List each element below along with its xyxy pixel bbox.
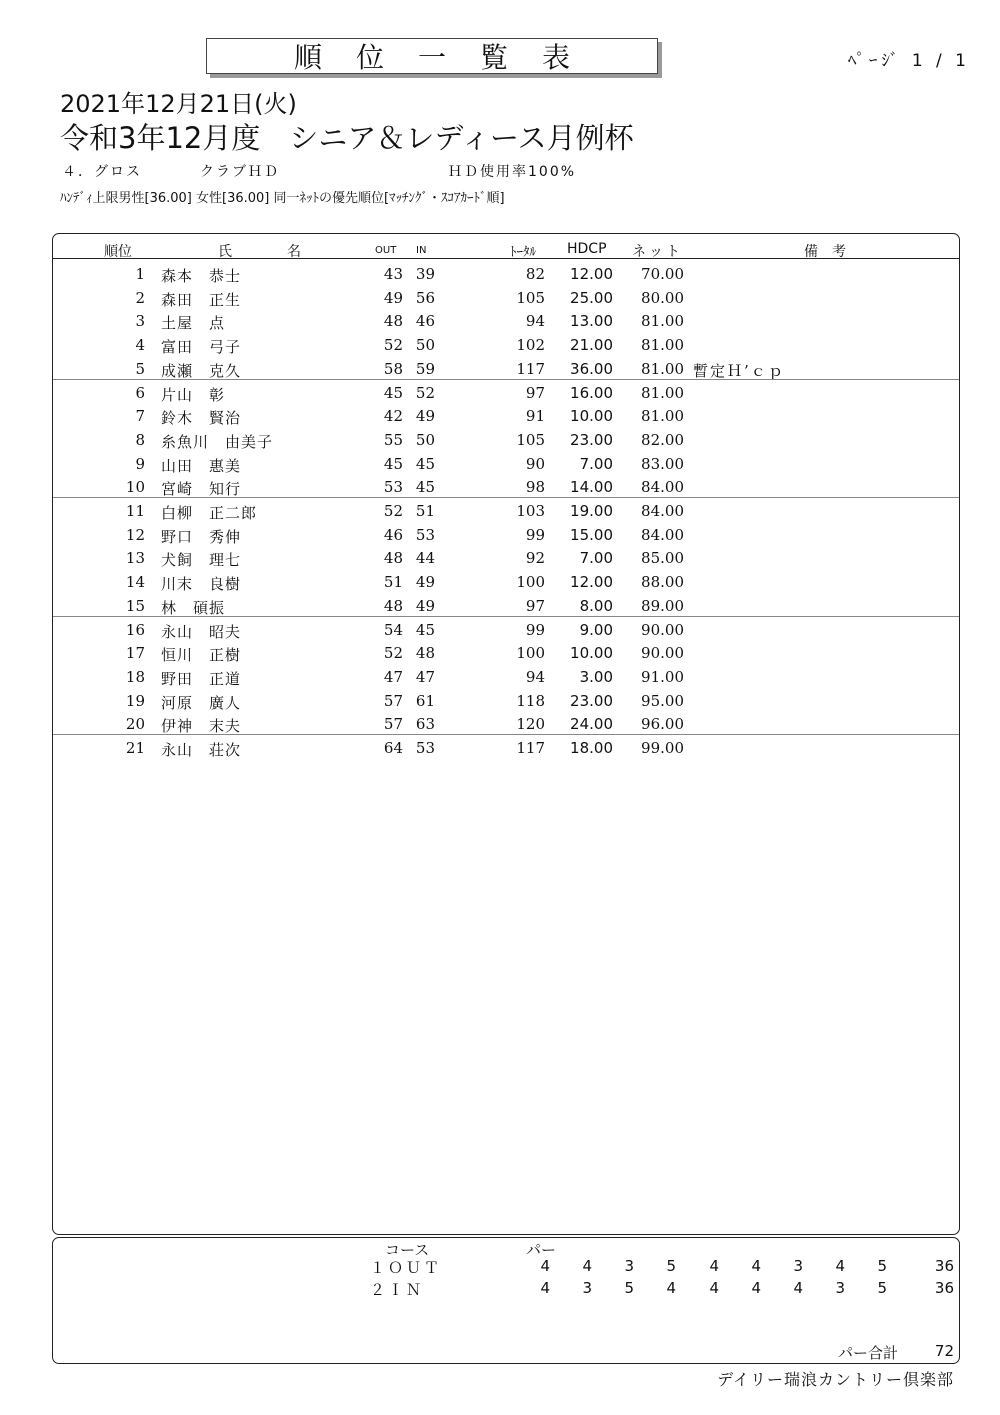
cell-net: 81.00: [641, 407, 684, 426]
header-divider: [53, 258, 959, 259]
report-title: 順位一覧表: [206, 38, 658, 74]
cell-hdcp: 23.00: [570, 430, 613, 449]
col-header-net: ネット: [632, 244, 683, 260]
cell-hdcp: 15.00: [570, 525, 613, 544]
cell-out: 57: [383, 715, 403, 734]
cell-rank: 14: [125, 573, 145, 592]
table-row: [53, 381, 959, 405]
club-name: デイリー瑞浪カントリー倶楽部: [717, 1370, 954, 1389]
cell-total: 94: [525, 667, 545, 686]
cell-name: 土屋 点: [161, 314, 226, 333]
cell-rank: 6: [135, 383, 145, 402]
table-row: [53, 523, 959, 547]
cell-name: 川末 良樹: [161, 575, 242, 594]
table-row: [53, 475, 959, 499]
cell-in: 50: [415, 336, 435, 355]
cell-note: 暫定Ｈ’ｃｐ: [693, 361, 785, 380]
cell-total: 99: [525, 620, 545, 639]
cell-in: 49: [415, 573, 435, 592]
hole-par: 4: [709, 1279, 719, 1297]
cell-hdcp: 12.00: [570, 265, 613, 283]
cell-in: 39: [415, 265, 435, 283]
cell-hdcp: 25.00: [570, 288, 613, 307]
cell-out: 49: [383, 288, 403, 307]
cell-hdcp: 12.00: [570, 573, 613, 592]
cell-hdcp: 10.00: [570, 644, 613, 663]
group-divider: [53, 734, 959, 735]
hole-par: 4: [540, 1279, 550, 1297]
hole-par: 3: [793, 1257, 803, 1275]
hole-par: 3: [835, 1279, 845, 1297]
table-row: [53, 357, 959, 381]
table-row: [53, 309, 959, 333]
cell-in: 48: [415, 644, 435, 663]
table-row: [53, 712, 959, 736]
group-divider: [53, 497, 959, 498]
cell-name: 永山 荘次: [161, 741, 242, 759]
cell-rank: 17: [125, 644, 145, 663]
cell-net: 83.00: [641, 454, 684, 473]
table-row: [53, 546, 959, 570]
cell-net: 81.00: [641, 359, 684, 378]
cell-hdcp: 14.00: [570, 478, 613, 497]
cell-name: 片山 彰: [161, 385, 226, 404]
hole-par: 3: [582, 1279, 592, 1297]
cell-in: 45: [415, 620, 435, 639]
cell-out: 52: [383, 502, 403, 520]
cell-name: 永山 昭夫: [161, 622, 242, 641]
col-header-hdcp: HDCP: [567, 241, 607, 257]
cell-rank: 9: [135, 454, 145, 473]
cell-in: 46: [415, 312, 435, 331]
table-row: [53, 689, 959, 713]
cell-rank: 13: [125, 549, 145, 568]
cell-total: 97: [525, 596, 545, 615]
handicap-conditions: ﾊﾝﾃﾞｨ上限男性[36.00] 女性[36.00] 同一ﾈｯﾄの優先順位[ﾏｯﾁﾝｸﾞ・ｽｺｱｶｰﾄﾞ順]: [60, 191, 505, 206]
par-total-label: パー合計: [838, 1344, 899, 1362]
cell-name: 山田 惠美: [161, 456, 242, 475]
cell-total: 92: [525, 549, 545, 568]
cell-hdcp: 7.00: [579, 454, 613, 473]
col-header-rank: 順位: [104, 244, 132, 260]
cell-in: 53: [415, 525, 435, 544]
cell-total: 120: [516, 715, 545, 734]
cell-total: 100: [516, 573, 545, 592]
cell-rank: 8: [135, 430, 145, 449]
table-row: [53, 452, 959, 476]
cell-hdcp: 23.00: [570, 691, 613, 710]
cell-name: 成瀬 克久: [161, 361, 242, 380]
cell-hdcp: 13.00: [570, 312, 613, 331]
cell-out: 54: [383, 620, 403, 639]
par-total-value: 72: [934, 1342, 954, 1360]
cell-name: 河原 廣人: [161, 693, 242, 712]
cell-hdcp: 10.00: [570, 407, 613, 426]
cell-in: 45: [415, 478, 435, 497]
cell-rank: 15: [125, 596, 145, 615]
cell-name: 恒川 正樹: [161, 646, 242, 665]
par-label: パー: [526, 1241, 557, 1259]
cell-hdcp: 7.00: [579, 549, 613, 568]
cell-name: 富田 弓子: [161, 338, 242, 357]
cell-net: 81.00: [641, 312, 684, 331]
cell-hdcp: 24.00: [570, 715, 613, 734]
cell-rank: 11: [125, 502, 145, 520]
cell-rank: 3: [135, 312, 145, 331]
cell-rank: 4: [135, 336, 145, 355]
cell-total: 82: [525, 265, 545, 283]
cell-net: 95.00: [641, 691, 684, 710]
col-header-name-2: 名: [287, 244, 301, 260]
cell-out: 48: [383, 549, 403, 568]
cell-net: 70.00: [641, 265, 684, 283]
cell-hdcp: 21.00: [570, 336, 613, 355]
table-row: [53, 286, 959, 310]
table-row: [53, 499, 959, 523]
cell-net: 84.00: [641, 525, 684, 544]
cell-in: 61: [415, 691, 435, 710]
cell-out: 43: [383, 265, 403, 283]
cell-net: 96.00: [641, 715, 684, 734]
course-name: ２ＩＮ: [370, 1281, 425, 1299]
cell-rank: 12: [125, 525, 145, 544]
hd-usage-rate: ＨＤ使用率100%: [448, 164, 577, 180]
cell-out: 58: [383, 359, 403, 378]
hole-par: 4: [666, 1279, 676, 1297]
cell-out: 48: [383, 596, 403, 615]
table-row: [53, 736, 959, 760]
cell-out: 51: [383, 573, 403, 592]
cell-total: 97: [525, 383, 545, 402]
cell-out: 48: [383, 312, 403, 331]
hole-par: 4: [582, 1257, 592, 1275]
cell-rank: 19: [125, 691, 145, 710]
event-date: 2021年12月21日(火): [60, 90, 297, 118]
cell-total: 102: [516, 336, 545, 355]
hole-par: 4: [793, 1279, 803, 1297]
cell-net: 90.00: [641, 644, 684, 663]
cell-out: 55: [383, 430, 403, 449]
cell-net: 90.00: [641, 620, 684, 639]
cell-rank: 1: [135, 265, 145, 283]
cell-name: 糸魚川 由美子: [161, 432, 274, 451]
hole-par: 5: [877, 1257, 887, 1275]
cell-net: 84.00: [641, 478, 684, 497]
cell-out: 57: [383, 691, 403, 710]
cell-hdcp: 36.00: [570, 359, 613, 378]
hole-par: 4: [835, 1257, 845, 1275]
table-row: [53, 262, 959, 286]
col-header-name-1: 氏: [218, 244, 232, 260]
cell-net: 82.00: [641, 430, 684, 449]
cell-out: 45: [383, 383, 403, 402]
cell-hdcp: 16.00: [570, 383, 613, 402]
table-row: [53, 428, 959, 452]
table-row: [53, 333, 959, 357]
cell-rank: 20: [125, 715, 145, 734]
col-header-in: IN: [416, 245, 427, 256]
cell-hdcp: 19.00: [570, 502, 613, 520]
event-name: 令和3年12月度 シニア＆レディース月例杯: [60, 121, 634, 155]
cell-net: 84.00: [641, 502, 684, 520]
cell-total: 98: [525, 478, 545, 497]
cell-net: 85.00: [641, 549, 684, 568]
cell-in: 56: [415, 288, 435, 307]
cell-rank: 10: [125, 478, 145, 497]
col-header-total: ﾄｰﾀﾙ: [510, 245, 536, 260]
cell-hdcp: 8.00: [579, 596, 613, 615]
cell-name: 森本 恭士: [161, 267, 242, 285]
cell-out: 45: [383, 454, 403, 473]
cell-in: 63: [415, 715, 435, 734]
course-name: １ＯＵＴ: [370, 1259, 443, 1277]
cell-name: 森田 正生: [161, 290, 242, 309]
cell-in: 52: [415, 383, 435, 402]
cell-total: 117: [516, 739, 545, 757]
cell-name: 野口 秀伸: [161, 527, 242, 546]
hole-par: 4: [751, 1279, 761, 1297]
cell-in: 44: [415, 549, 435, 568]
hole-par: 5: [666, 1257, 676, 1275]
cell-name: 鈴木 賢治: [161, 409, 242, 428]
cell-out: 52: [383, 644, 403, 663]
cell-out: 64: [383, 739, 403, 757]
table-row: [53, 594, 959, 618]
group-divider: [53, 379, 959, 380]
cell-name: 野田 正道: [161, 669, 242, 688]
group-divider: [53, 616, 959, 617]
cell-hdcp: 9.00: [579, 620, 613, 639]
score-category: ４．グロス: [62, 164, 142, 180]
cell-net: 99.00: [641, 739, 684, 757]
course-par-total: 36: [934, 1257, 954, 1275]
course-par-total: 36: [934, 1279, 954, 1297]
cell-out: 53: [383, 478, 403, 497]
cell-total: 118: [516, 691, 545, 710]
cell-net: 88.00: [641, 573, 684, 592]
hole-par: 4: [709, 1257, 719, 1275]
col-header-remarks: 備 考: [804, 244, 846, 260]
cell-net: 81.00: [641, 383, 684, 402]
cell-name: 白柳 正二郎: [161, 504, 258, 522]
cell-in: 50: [415, 430, 435, 449]
cell-net: 91.00: [641, 667, 684, 686]
hole-par: 3: [624, 1257, 634, 1275]
hole-par: 5: [877, 1279, 887, 1297]
table-row: [53, 618, 959, 642]
cell-out: 42: [383, 407, 403, 426]
cell-total: 91: [525, 407, 545, 426]
cell-net: 81.00: [641, 336, 684, 355]
cell-name: 林 碩振: [161, 598, 226, 617]
cell-rank: 18: [125, 667, 145, 686]
col-header-out: OUT: [375, 245, 397, 256]
cell-total: 99: [525, 525, 545, 544]
cell-total: 100: [516, 644, 545, 663]
cell-rank: 5: [135, 359, 145, 378]
cell-net: 80.00: [641, 288, 684, 307]
cell-name: 伊神 末夫: [161, 717, 242, 736]
cell-rank: 7: [135, 407, 145, 426]
cell-out: 52: [383, 336, 403, 355]
hole-par: 5: [624, 1279, 634, 1297]
handicap-class: クラブＨＤ: [200, 164, 280, 180]
cell-total: 90: [525, 454, 545, 473]
hole-par: 4: [751, 1257, 761, 1275]
cell-total: 105: [516, 430, 545, 449]
cell-in: 51: [415, 502, 435, 520]
cell-rank: 16: [125, 620, 145, 639]
cell-out: 46: [383, 525, 403, 544]
table-row: [53, 641, 959, 665]
table-row: [53, 665, 959, 689]
hole-par: 4: [540, 1257, 550, 1275]
cell-total: 103: [516, 502, 545, 520]
cell-name: 宮崎 知行: [161, 480, 242, 499]
cell-in: 47: [415, 667, 435, 686]
page-info: ﾍﾟｰｼﾞ 1 / 1: [847, 51, 970, 71]
cell-in: 45: [415, 454, 435, 473]
table-row: [53, 570, 959, 594]
cell-rank: 2: [135, 288, 145, 307]
cell-hdcp: 3.00: [579, 667, 613, 686]
cell-total: 117: [516, 359, 545, 378]
table-row: [53, 404, 959, 428]
cell-in: 59: [415, 359, 435, 378]
cell-net: 89.00: [641, 596, 684, 615]
course-label: コース: [385, 1241, 430, 1259]
cell-rank: 21: [125, 739, 145, 757]
cell-name: 犬飼 理七: [161, 551, 242, 570]
cell-in: 49: [415, 596, 435, 615]
cell-out: 47: [383, 667, 403, 686]
cell-in: 49: [415, 407, 435, 426]
cell-hdcp: 18.00: [570, 739, 613, 757]
cell-in: 53: [415, 739, 435, 757]
cell-total: 105: [516, 288, 545, 307]
cell-total: 94: [525, 312, 545, 331]
